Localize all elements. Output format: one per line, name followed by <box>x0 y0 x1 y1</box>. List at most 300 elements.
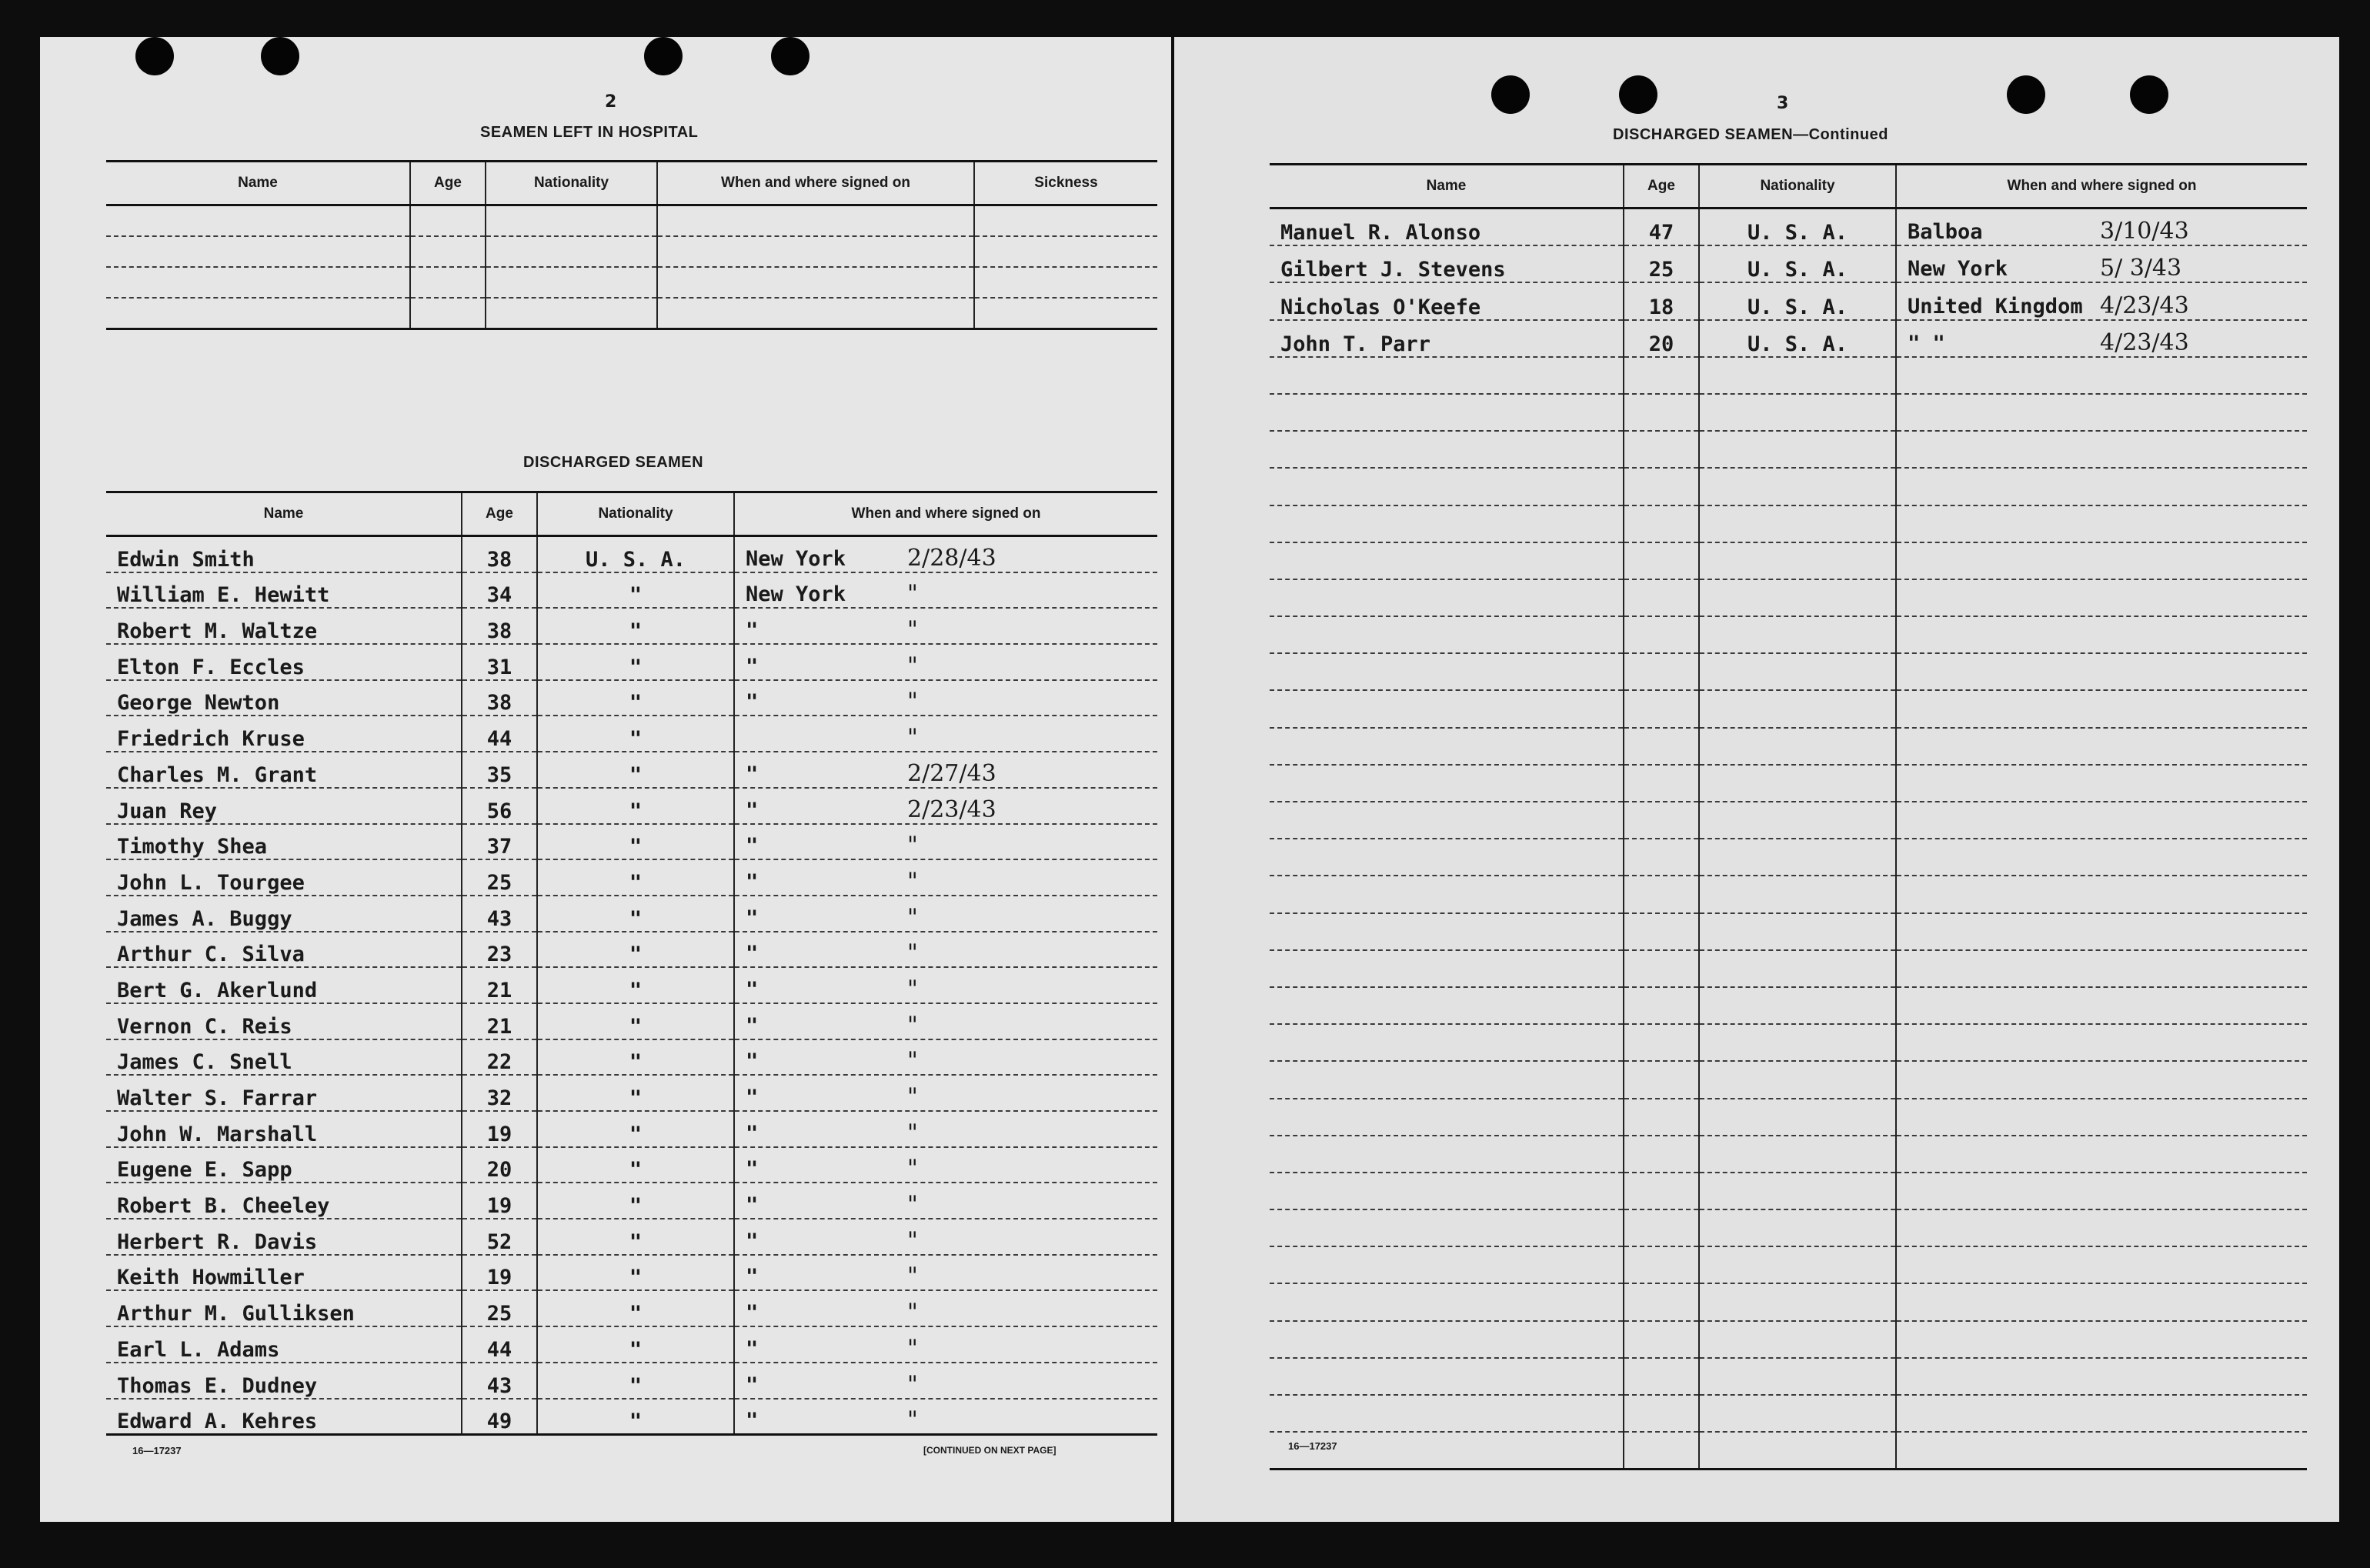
blank-cell <box>1624 839 1699 876</box>
blank-cell <box>1624 653 1699 690</box>
blank-cell <box>1624 876 1699 912</box>
blank-cell <box>1896 468 2307 505</box>
signed-on-cell <box>734 1363 1157 1399</box>
table-row <box>106 716 1157 752</box>
column-header: Name <box>106 162 410 205</box>
blank-cell <box>1624 987 1699 1024</box>
table-cell: " <box>537 967 734 1003</box>
blank-cell <box>1270 950 1624 987</box>
blank-row <box>1270 876 2307 912</box>
table-cell: " <box>537 608 734 644</box>
page-number: 3 <box>1777 94 1789 113</box>
signed-on-place: " <box>746 1121 759 1146</box>
blank-cell <box>1699 1432 1896 1470</box>
table-row <box>106 1147 1157 1183</box>
table-row <box>106 644 1157 680</box>
blank-cell <box>1896 1246 2307 1283</box>
table-cell: 20 <box>462 1147 537 1183</box>
signed-on-place: " <box>746 619 759 643</box>
discharged-continued-title: DISCHARGED SEAMEN—Continued <box>1613 126 1888 143</box>
blank-cell <box>1699 1099 1896 1136</box>
punch-hole <box>1619 75 1657 114</box>
table-cell: Eugene E. Sapp <box>106 1147 462 1183</box>
table-cell: William E. Hewitt <box>106 572 462 609</box>
signed-on-place: " <box>746 1265 759 1289</box>
blank-cell <box>1699 876 1896 912</box>
signed-on-date: 3/10/43 <box>2100 218 2189 245</box>
signed-on-cell <box>734 1326 1157 1363</box>
blank-row <box>1270 1061 2307 1098</box>
blank-cell <box>1624 357 1699 394</box>
blank-row <box>1270 579 2307 616</box>
blank-cell <box>1270 1246 1624 1283</box>
table-cell <box>106 267 410 298</box>
signed-on-date: " <box>907 832 918 859</box>
blank-row <box>1270 765 2307 802</box>
blank-row <box>1270 1173 2307 1209</box>
table-row <box>106 1363 1157 1399</box>
blank-cell <box>1699 728 1896 765</box>
table-cell: Vernon C. Reis <box>106 1003 462 1039</box>
blank-cell <box>1896 542 2307 579</box>
table-cell: Timothy Shea <box>106 824 462 860</box>
signed-on-date: 5/ 3/43 <box>2100 255 2182 282</box>
table-cell: Edwin Smith <box>106 536 462 572</box>
table-cell <box>657 267 974 298</box>
form-code: 16—17237 <box>132 1445 182 1456</box>
punch-hole <box>135 37 174 75</box>
blank-cell <box>1270 1024 1624 1061</box>
signed-on-cell <box>734 824 1157 860</box>
signed-on-place: " <box>746 1301 759 1326</box>
table-cell: " <box>537 572 734 609</box>
blank-cell <box>1896 431 2307 468</box>
blank-cell <box>1699 1024 1896 1061</box>
table-row <box>106 824 1157 860</box>
table-cell: 34 <box>462 572 537 609</box>
signed-on-cell <box>734 536 1157 572</box>
form-code: 16—17237 <box>1288 1440 1337 1452</box>
blank-cell <box>1624 1173 1699 1209</box>
table-row <box>106 298 1157 329</box>
signed-on-cell <box>734 1219 1157 1255</box>
table-cell: 20 <box>1624 320 1699 357</box>
table-cell: 47 <box>1624 209 1699 246</box>
signed-on-date: " <box>907 1047 918 1075</box>
table-row <box>106 1290 1157 1326</box>
blank-cell <box>1270 616 1624 653</box>
table-cell <box>657 298 974 329</box>
signed-on-place: " <box>746 690 759 715</box>
blank-cell <box>1896 394 2307 431</box>
blank-cell <box>1624 1395 1699 1432</box>
table-row <box>106 1075 1157 1111</box>
table-cell: " <box>537 1183 734 1219</box>
punch-hole <box>771 37 809 75</box>
signed-on-cell <box>1896 209 2307 246</box>
signed-on-date: " <box>907 1155 918 1183</box>
table-cell: 35 <box>462 752 537 788</box>
table-row <box>106 1003 1157 1039</box>
signed-on-cell <box>734 572 1157 609</box>
table-cell: Arthur M. Gulliksen <box>106 1290 462 1326</box>
table-row <box>106 205 1157 237</box>
table-cell: Robert B. Cheeley <box>106 1183 462 1219</box>
table-cell <box>106 236 410 267</box>
blank-cell <box>1624 1099 1699 1136</box>
blank-cell <box>1270 728 1624 765</box>
table-row <box>106 608 1157 644</box>
blank-cell <box>1624 1283 1699 1320</box>
blank-row <box>1270 357 2307 394</box>
signed-on-cell <box>734 1111 1157 1147</box>
table-cell: 38 <box>462 608 537 644</box>
blank-cell <box>1624 1024 1699 1061</box>
table-cell: 25 <box>462 1290 537 1326</box>
table-row <box>106 1183 1157 1219</box>
blank-cell <box>1896 690 2307 727</box>
table-cell <box>974 205 1157 237</box>
signed-on-date: 2/28/43 <box>907 544 996 572</box>
table-cell <box>657 236 974 267</box>
blank-cell <box>1699 394 1896 431</box>
table-cell: John W. Marshall <box>106 1111 462 1147</box>
table-cell: John L. Tourgee <box>106 859 462 896</box>
table-cell: " <box>537 1219 734 1255</box>
table-cell: " <box>537 1255 734 1291</box>
table-cell: " <box>537 859 734 896</box>
table-cell <box>410 205 486 237</box>
blank-cell <box>1270 394 1624 431</box>
blank-cell <box>1699 1246 1896 1283</box>
blank-cell <box>1699 765 1896 802</box>
table-cell <box>486 236 657 267</box>
signed-on-date: " <box>907 1191 918 1219</box>
table-cell <box>657 205 974 237</box>
blank-cell <box>1270 505 1624 542</box>
blank-cell <box>1270 876 1624 912</box>
blank-row <box>1270 1099 2307 1136</box>
signed-on-date: 4/23/43 <box>2100 329 2189 356</box>
blank-cell <box>1699 1395 1896 1432</box>
blank-cell <box>1896 1173 2307 1209</box>
blank-cell <box>1624 913 1699 950</box>
table-cell: 21 <box>462 967 537 1003</box>
table-cell: 38 <box>462 536 537 572</box>
table-cell: " <box>537 752 734 788</box>
table-cell <box>410 267 486 298</box>
table-row <box>1270 245 2307 282</box>
signed-on-place: Balboa <box>1908 220 1983 245</box>
table-cell: U. S. A. <box>1699 245 1896 282</box>
signed-on-date: " <box>907 1299 918 1326</box>
signed-on-cell <box>734 1399 1157 1435</box>
blank-cell <box>1896 1061 2307 1098</box>
blank-cell <box>1624 802 1699 839</box>
table-cell: John T. Parr <box>1270 320 1624 357</box>
blank-cell <box>1699 1173 1896 1209</box>
blank-row <box>1270 839 2307 876</box>
column-header: When and where signed on <box>1896 165 2307 209</box>
column-header: Age <box>410 162 486 205</box>
blank-cell <box>1270 1173 1624 1209</box>
table-cell: Bert G. Akerlund <box>106 967 462 1003</box>
blank-cell <box>1896 1024 2307 1061</box>
table-row <box>1270 209 2307 246</box>
table-cell: Manuel R. Alonso <box>1270 209 1624 246</box>
table-cell <box>486 298 657 329</box>
signed-on-place: " <box>746 977 759 1002</box>
discharged-section-title: DISCHARGED SEAMEN <box>523 454 704 471</box>
signed-on-place: " <box>746 1086 759 1109</box>
blank-cell <box>1699 505 1896 542</box>
punch-hole <box>2007 75 2045 114</box>
blank-cell <box>1896 1395 2307 1432</box>
blank-cell <box>1896 1209 2307 1246</box>
blank-cell <box>1624 765 1699 802</box>
table-cell: 37 <box>462 824 537 860</box>
blank-cell <box>1270 357 1624 394</box>
table-cell: " <box>537 1147 734 1183</box>
table-cell: Juan Rey <box>106 788 462 824</box>
column-header: When and where signed on <box>734 492 1157 536</box>
table-cell: Walter S. Farrar <box>106 1075 462 1111</box>
table-row <box>106 1111 1157 1147</box>
column-header: Name <box>1270 165 1624 209</box>
blank-cell <box>1896 876 2307 912</box>
signed-on-date: " <box>907 975 918 1003</box>
table-row <box>106 896 1157 932</box>
blank-cell <box>1896 653 2307 690</box>
blank-cell <box>1624 505 1699 542</box>
blank-row <box>1270 431 2307 468</box>
hospital-section-title: SEAMEN LEFT IN HOSPITAL <box>480 124 699 141</box>
table-cell <box>410 298 486 329</box>
hospital-table <box>106 160 1157 330</box>
table-cell <box>486 267 657 298</box>
blank-row <box>1270 913 2307 950</box>
table-cell <box>486 205 657 237</box>
blank-cell <box>1896 728 2307 765</box>
table-cell: " <box>537 1326 734 1363</box>
blank-cell <box>1699 542 1896 579</box>
table-row <box>106 1326 1157 1363</box>
table-cell: 19 <box>462 1255 537 1291</box>
blank-cell <box>1896 1136 2307 1173</box>
blank-cell <box>1270 765 1624 802</box>
blank-cell <box>1624 468 1699 505</box>
table-row <box>106 752 1157 788</box>
table-cell: 19 <box>462 1183 537 1219</box>
table-cell: Robert M. Waltze <box>106 608 462 644</box>
blank-cell <box>1896 987 2307 1024</box>
table-cell: Thomas E. Dudney <box>106 1363 462 1399</box>
table-cell: Nicholas O'Keefe <box>1270 282 1624 319</box>
blank-row <box>1270 1024 2307 1061</box>
blank-row <box>1270 394 2307 431</box>
table-cell: Keith Howmiller <box>106 1255 462 1291</box>
table-cell: " <box>537 1363 734 1399</box>
blank-cell <box>1896 616 2307 653</box>
table-row <box>106 1399 1157 1435</box>
signed-on-cell <box>734 859 1157 896</box>
blank-row <box>1270 542 2307 579</box>
signed-on-date: 4/23/43 <box>2100 292 2189 319</box>
column-header: Nationality <box>1699 165 1896 209</box>
table-cell: 52 <box>462 1219 537 1255</box>
blank-cell <box>1699 839 1896 876</box>
punch-hole <box>2130 75 2168 114</box>
signed-on-cell <box>1896 282 2307 319</box>
table-cell: 38 <box>462 680 537 716</box>
column-header: Nationality <box>486 162 657 205</box>
signed-on-date: " <box>907 1011 918 1039</box>
blank-cell <box>1896 1099 2307 1136</box>
table-row <box>106 236 1157 267</box>
table-cell: " <box>537 1399 734 1435</box>
signed-on-cell <box>734 644 1157 680</box>
column-header: Name <box>106 492 462 536</box>
blank-cell <box>1699 431 1896 468</box>
blank-cell <box>1270 1209 1624 1246</box>
blank-cell <box>1624 728 1699 765</box>
table-cell: 43 <box>462 896 537 932</box>
table-row <box>106 1255 1157 1291</box>
blank-cell <box>1624 1432 1699 1470</box>
table-cell: James C. Snell <box>106 1039 462 1076</box>
blank-cell <box>1270 579 1624 616</box>
blank-cell <box>1270 1321 1624 1358</box>
signed-on-date: " <box>907 1406 918 1434</box>
column-header: Age <box>1624 165 1699 209</box>
signed-on-place: " <box>746 1336 759 1361</box>
blank-cell <box>1699 690 1896 727</box>
table-cell: 56 <box>462 788 537 824</box>
blank-cell <box>1699 987 1896 1024</box>
signed-on-place: " <box>746 762 759 786</box>
blank-row <box>1270 1395 2307 1432</box>
signed-on-cell <box>734 1039 1157 1076</box>
right-page <box>1174 37 2339 1522</box>
table-cell: U. S. A. <box>1699 209 1896 246</box>
blank-cell <box>1624 690 1699 727</box>
column-header: Nationality <box>537 492 734 536</box>
table-cell: " <box>537 1111 734 1147</box>
blank-cell <box>1270 1283 1624 1320</box>
blank-cell <box>1624 950 1699 987</box>
table-row <box>106 932 1157 968</box>
table-row <box>106 967 1157 1003</box>
blank-row <box>1270 1283 2307 1320</box>
blank-cell <box>1896 505 2307 542</box>
table-cell: 18 <box>1624 282 1699 319</box>
blank-cell <box>1270 1358 1624 1395</box>
signed-on-place: " <box>746 1157 759 1182</box>
blank-cell <box>1624 616 1699 653</box>
table-cell: 49 <box>462 1399 537 1435</box>
blank-cell <box>1270 839 1624 876</box>
table-cell: Friedrich Kruse <box>106 716 462 752</box>
blank-cell <box>1270 913 1624 950</box>
signed-on-date: " <box>907 1083 918 1110</box>
signed-on-date: " <box>907 939 918 967</box>
signed-on-cell <box>734 608 1157 644</box>
blank-row <box>1270 1321 2307 1358</box>
table-row <box>106 536 1157 572</box>
signed-on-date: " <box>907 688 918 716</box>
punch-hole <box>644 37 683 75</box>
signed-on-place: " <box>746 1193 759 1218</box>
blank-cell <box>1624 1321 1699 1358</box>
signed-on-place: " <box>746 1409 759 1433</box>
signed-on-date: " <box>907 1263 918 1290</box>
signed-on-cell <box>734 788 1157 824</box>
column-header: Age <box>462 492 537 536</box>
blank-row <box>1270 505 2307 542</box>
signed-on-date: " <box>907 867 918 895</box>
blank-cell <box>1896 950 2307 987</box>
table-row <box>106 859 1157 896</box>
blank-cell <box>1624 431 1699 468</box>
blank-cell <box>1896 913 2307 950</box>
signed-on-place: " <box>746 654 759 679</box>
blank-cell <box>1699 1321 1896 1358</box>
table-row <box>1270 320 2307 357</box>
signed-on-place: " <box>746 798 759 822</box>
blank-cell <box>1624 394 1699 431</box>
signed-on-cell <box>734 1255 1157 1291</box>
blank-cell <box>1699 1061 1896 1098</box>
blank-cell <box>1270 987 1624 1024</box>
signed-on-cell <box>734 1183 1157 1219</box>
table-cell: Edward A. Kehres <box>106 1399 462 1435</box>
signed-on-cell <box>734 1075 1157 1111</box>
blank-cell <box>1896 1358 2307 1395</box>
column-header: Sickness <box>974 162 1157 205</box>
table-cell: U. S. A. <box>537 536 734 572</box>
blank-cell <box>1624 1209 1699 1246</box>
blank-cell <box>1270 1395 1624 1432</box>
table-cell: Elton F. Eccles <box>106 644 462 680</box>
discharged-continued-table <box>1270 163 2307 1470</box>
blank-row <box>1270 653 2307 690</box>
table-cell: 25 <box>462 859 537 896</box>
blank-cell <box>1270 1136 1624 1173</box>
signed-on-place: " <box>746 1049 759 1074</box>
table-cell: " <box>537 824 734 860</box>
signed-on-date: " <box>907 903 918 931</box>
blank-cell <box>1896 579 2307 616</box>
blank-row <box>1270 802 2307 839</box>
blank-cell <box>1270 1061 1624 1098</box>
table-cell: " <box>537 1003 734 1039</box>
table-cell: Arthur C. Silva <box>106 932 462 968</box>
table-row <box>106 680 1157 716</box>
blank-cell <box>1624 579 1699 616</box>
blank-row <box>1270 468 2307 505</box>
blank-cell <box>1270 542 1624 579</box>
table-cell: U. S. A. <box>1699 320 1896 357</box>
table-cell: U. S. A. <box>1699 282 1896 319</box>
blank-cell <box>1896 765 2307 802</box>
table-cell: " <box>537 896 734 932</box>
table-row <box>106 1219 1157 1255</box>
blank-cell <box>1699 616 1896 653</box>
blank-cell <box>1270 653 1624 690</box>
table-cell <box>974 236 1157 267</box>
blank-cell <box>1896 1321 2307 1358</box>
blank-cell <box>1699 468 1896 505</box>
